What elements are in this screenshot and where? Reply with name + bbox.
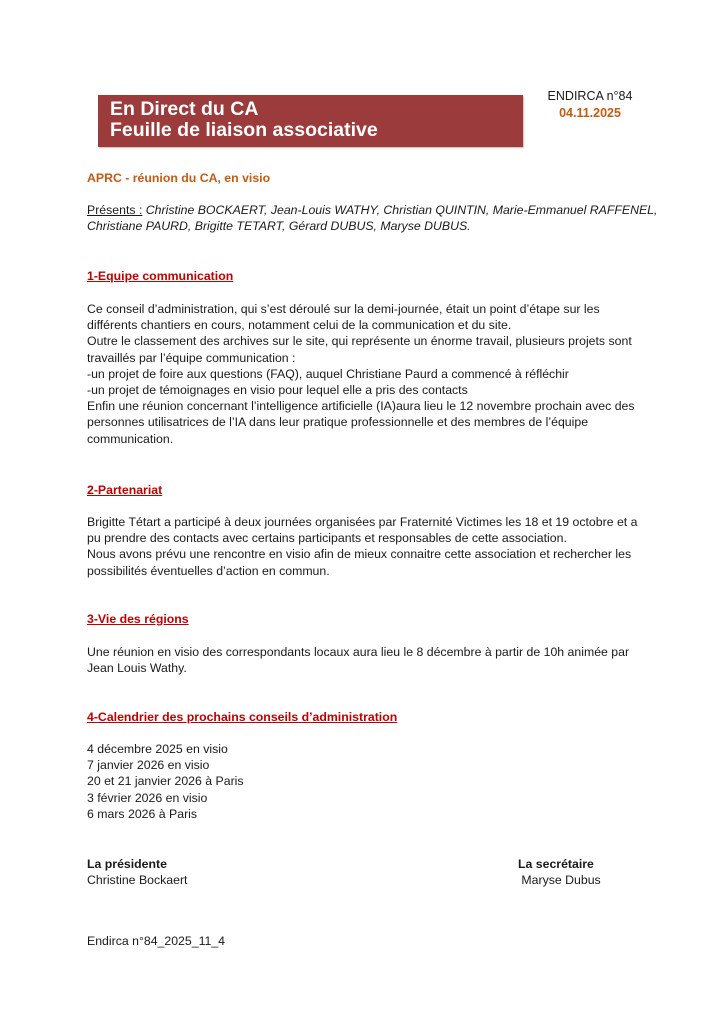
section-body — [87, 644, 657, 676]
signature-name: Maryse Dubus — [518, 873, 601, 888]
list-item: -un projet de témoignages en visio pour lequel elle a pris des contacts — [87, 383, 468, 398]
attendees-list-line2: Christiane PAURD, Brigitte TETART, Gérard DUBUS, Maryse DUBUS. — [87, 219, 471, 234]
signature-president — [87, 856, 187, 888]
issue-reference — [540, 88, 640, 122]
paragraph-line: Outre le classement des archives sur le site, qui représente un énorme travail, plusieurs projets sont — [87, 334, 632, 349]
section-vie-des-regions — [87, 611, 657, 627]
section-heading: 1-Equipe communication — [87, 269, 234, 283]
attendees-block — [87, 202, 657, 234]
paragraph-line: Jean Louis Wathy. — [87, 661, 187, 676]
paragraph-line: Une réunion en visio des correspondants locaux aura lieu le 8 décembre à partir de 10h animée par — [87, 645, 630, 659]
issue-date: 04.11.2025 — [559, 106, 621, 120]
paragraph-line: personnes utilisatrices de l’IA dans leur pratique professionnelle et des membres de l’équipe — [87, 415, 589, 430]
section-equipe-communication — [87, 268, 657, 284]
signature-role: La présidente — [87, 857, 167, 871]
paragraph-line: travaillés par l’équipe communication : — [87, 350, 296, 365]
calendar-list — [87, 741, 657, 822]
section-heading: 2-Partenariat — [87, 483, 163, 497]
signature-secretary — [518, 856, 601, 888]
calendar-date: 20 et 21 janvier 2026 à Paris — [87, 774, 244, 789]
calendar-date: 4 décembre 2025 en visio — [87, 742, 228, 756]
meeting-title: APRC - réunion du CA, en visio — [87, 171, 271, 185]
paragraph-line: Brigitte Tétart a participé à deux journées organisées par Fraternité Victimes les 18 et 19 octobre et a — [87, 515, 638, 529]
section-heading: 3-Vie des régions — [87, 612, 189, 626]
attendees-label: Présents : — [87, 203, 143, 217]
calendar-date: 6 mars 2026 à Paris — [87, 806, 198, 821]
signature-role: La secrétaire — [518, 857, 594, 871]
signature-name: Christine Bockaert — [87, 873, 188, 888]
footer-reference: Endirca n°84_2025_11_4 — [87, 934, 226, 948]
attendees-list-line1: Christine BOCKAERT, Jean-Louis WATHY, Christian QUINTIN, Marie-Emmanuel RAFFENEL, — [142, 203, 658, 217]
banner-subtitle: Feuille de liaison associative — [110, 119, 378, 141]
paragraph-line: Nous avons prévu une rencontre en visio afin de mieux connaitre cette association et rechercher les — [87, 547, 632, 562]
section-body — [87, 514, 657, 579]
section-body — [87, 301, 657, 447]
paragraph-line: possibilités éventuelles d’action en commun. — [87, 563, 330, 578]
banner-title: En Direct du CA — [110, 98, 259, 120]
calendar-date: 7 janvier 2026 en visio — [87, 758, 210, 773]
section-partenariat — [87, 482, 657, 498]
section-heading: 4-Calendrier des prochains conseils d’administration — [87, 710, 398, 724]
paragraph-line: différents chantiers en cours, notamment celui de la communication et du site. — [87, 318, 512, 333]
section-calendrier — [87, 709, 657, 725]
paragraph-line: Enfin une réunion concernant l’intelligence artificielle (IA)aura lieu le 12 novembre prochain avec des — [87, 399, 635, 414]
paragraph-line: Ce conseil d’administration, qui s’est déroulé sur la demi-journée, était un point d’étape sur les — [87, 302, 600, 316]
issue-number: ENDIRCA n°84 — [547, 89, 633, 103]
header-banner — [98, 95, 523, 147]
calendar-date: 3 février 2026 en visio — [87, 790, 208, 805]
paragraph-line: communication. — [87, 431, 174, 446]
list-item: -un projet de foire aux questions (FAQ), auquel Christiane Paurd a commencé à réfléchir — [87, 366, 569, 381]
paragraph-line: pu prendre des contacts avec certains participants et responsables de cette association. — [87, 531, 567, 546]
